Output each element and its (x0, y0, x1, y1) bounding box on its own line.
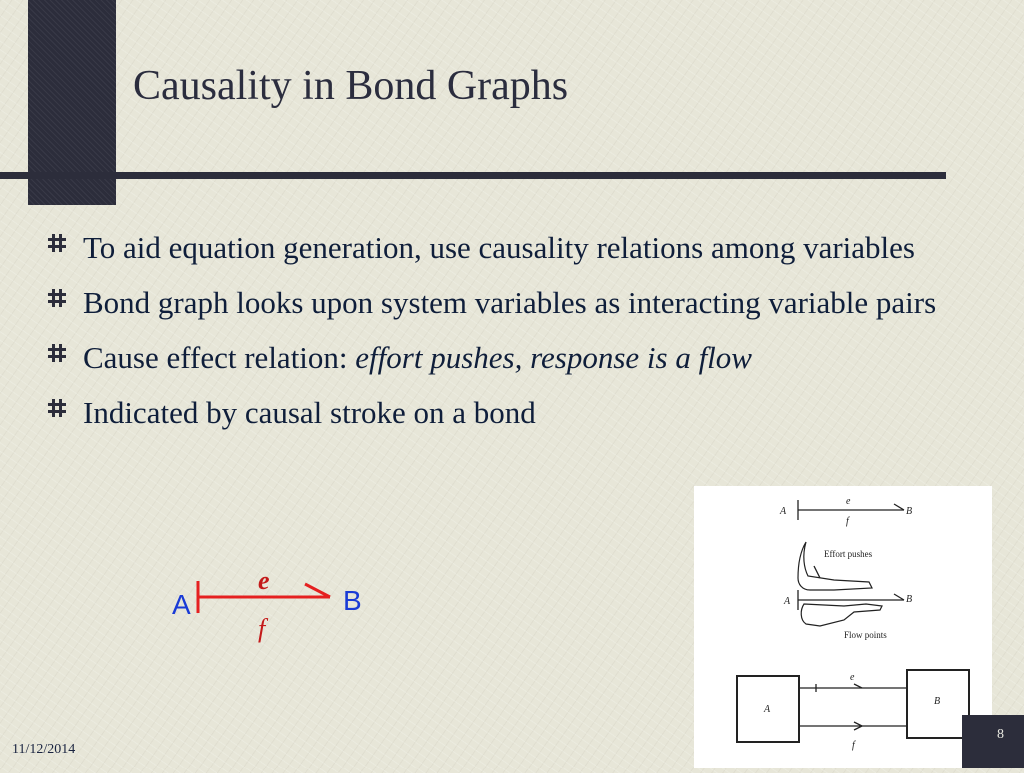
bullet-text-italic: effort pushes, response is a flow (355, 339, 752, 375)
bullet-item (46, 281, 976, 326)
fig-bottom-effort: e (850, 672, 855, 683)
title-rule (0, 172, 946, 179)
fig-top-flow: f (846, 516, 849, 527)
page-number-box (962, 715, 1024, 768)
bond-right-label: B (343, 585, 362, 616)
bullet-text: Indicated by causal stroke on a bond (83, 394, 536, 430)
fig-mid-right: B (906, 594, 913, 605)
fig-top-effort: e (846, 496, 851, 507)
bond-effort-label: e (258, 566, 270, 595)
hash-bullet-icon (46, 398, 68, 418)
bullet-list (46, 226, 976, 446)
causality-figure (694, 486, 992, 768)
hash-bullet-icon (46, 233, 68, 253)
bond-flow-label: f (258, 614, 266, 643)
bullet-item (46, 391, 976, 436)
fig-top-right: B (906, 506, 913, 517)
bullet-item (46, 336, 976, 381)
hash-bullet-icon (46, 288, 68, 308)
slide-title: Causality in Bond Graphs (133, 63, 569, 109)
page-number: 8 (997, 727, 1004, 742)
bond-diagram (160, 565, 380, 655)
fig-bottom-left: A (764, 704, 771, 715)
bullet-item (46, 226, 976, 271)
hash-bullet-icon (46, 343, 68, 363)
fig-top-left: A (780, 506, 787, 517)
fig-bottom-right: B (934, 696, 941, 707)
flow-points-hand-icon (801, 604, 882, 626)
fig-mid-left: A (784, 596, 791, 607)
bullet-text-plain: Cause effect relation: (83, 339, 356, 375)
bullet-text (83, 336, 752, 381)
fig-flow-caption: Flow points (844, 630, 887, 640)
fig-bottom-flow: f (852, 740, 855, 751)
bond-left-label: A (172, 589, 191, 620)
half-arrow (305, 584, 330, 597)
bullet-text: Bond graph looks upon system variables as interacting variable pairs (83, 284, 937, 320)
footer-date: 11/12/2014 (12, 742, 76, 757)
fig-effort-caption: Effort pushes (824, 549, 873, 559)
bullet-text: To aid equation generation, use causality relations among variables (83, 230, 915, 265)
